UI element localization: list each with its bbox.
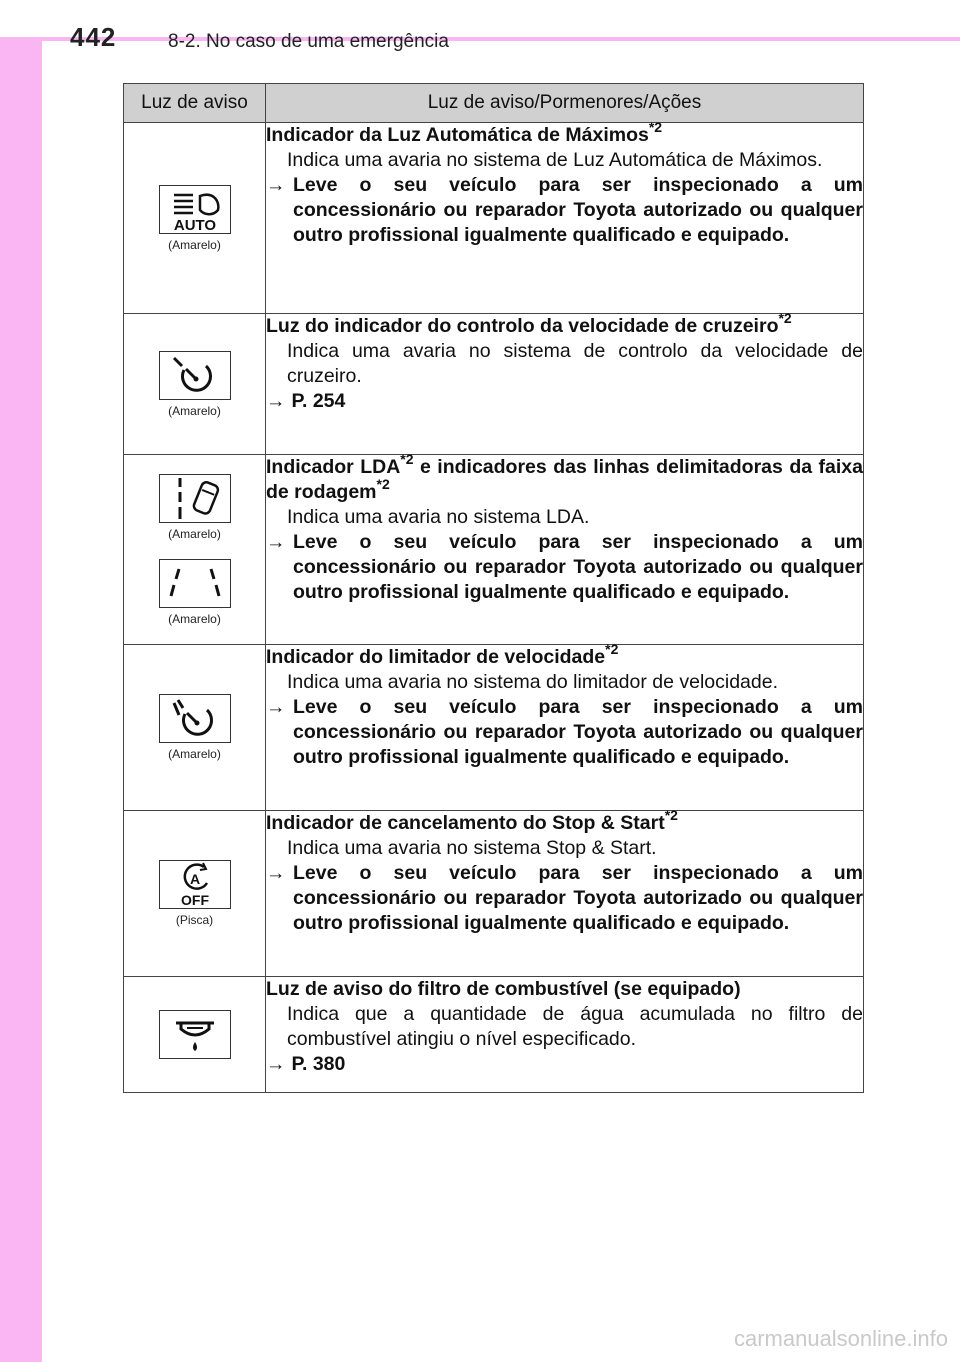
arrow-icon: → [266,862,286,884]
details-cell [266,309,864,455]
row-description: Indica uma avaria no sistema Stop & Start. [287,837,657,859]
header-rule [0,37,960,41]
details-cell [266,977,864,1093]
row-description: Indica que a quantidade de água acumulada no filtro de combustível atingiu o nível especificado. [287,1003,863,1050]
icon-label: (Pisca) [175,913,214,927]
footnote-mark: *2 [605,640,619,657]
svg-text:A: A [189,871,200,887]
icon-label: (Amarelo) [168,747,221,761]
row-action: → Leve o seu veículo para ser inspecionado a um concessionário ou reparador Toyota autorizado ou qualquer outro profissional igualmente qualificado e equipado. [266,174,863,246]
lane-lines-icon [159,559,231,608]
stop-start-off-icon [159,860,231,909]
footnote-mark: *2 [778,309,792,326]
arrow-icon: → [266,696,286,718]
row-action: → Leve o seu veículo para ser inspecionado a um concessionário ou reparador Toyota autorizado ou qualquer outro profissional igualmente qualificado e equipado. [266,862,863,934]
table-row [124,645,864,811]
details-cell [266,640,864,811]
warning-lights-table [123,83,864,1093]
footnote-mark: *2 [664,806,678,823]
icon-cell [124,811,266,977]
svg-text:AUTO: AUTO [173,216,216,233]
details-cell [266,450,864,645]
icon-label: (Amarelo) [168,403,221,418]
icon-cell [124,977,266,1093]
row-title: Indicador de cancelamento do Stop & Start$^{*2}$ [266,806,678,834]
page-number: 442 [70,22,117,52]
table-row [124,977,864,1093]
footnote-mark: *2 [648,118,663,135]
arrow-icon: → [266,174,286,196]
cruise-control-icon [159,351,231,400]
footnote-mark: *2 [376,475,390,492]
row-title: Indicador da Luz Automática de Máximos$^{*2}$ [266,118,663,146]
footnote-mark: *2 [400,450,414,467]
icon-cell [124,123,266,314]
section-title: 8-2. No caso de uma emergência [168,31,449,52]
row-action: → Leve o seu veículo para ser inspecionado a um concessionário ou reparador Toyota autorizado ou qualquer outro profissional igualmente qualificado e equipado. [266,531,863,603]
icon-cell [124,645,266,811]
details-cell [266,806,864,977]
auto-high-beam-icon [159,185,231,234]
row-description: Indica uma avaria no sistema do limitador de velocidade. [287,671,779,693]
icon-cell [124,314,266,455]
page-reference: → P. 380 [266,1053,346,1075]
svg-text:OFF: OFF [180,892,209,908]
row-title: Luz de aviso do filtro de combustível (se equipado) [266,978,741,1000]
icon-label: (Amarelo) [168,611,221,626]
row-description: Indica uma avaria no sistema de Luz Automática de Máximos. [287,149,823,171]
fuel-filter-icon [159,1010,231,1059]
page-reference: → P. 254 [266,390,346,412]
table-row [124,123,864,314]
arrow-icon: → [266,531,286,553]
icon-label: (Amarelo) [168,526,221,541]
row-action: → Leve o seu veículo para ser inspecionado a um concessionário ou reparador Toyota autorizado ou qualquer outro profissional igualmente qualificado e equipado. [266,696,863,768]
row-title: Luz do indicador do controlo da velocidade de cruzeiro$^{*2}$ [266,309,792,337]
col-header-warning-light: Luz de aviso [124,84,266,123]
lane-departure-icon [159,474,231,523]
details-cell [266,118,864,314]
watermark: carmanualsonline.info [733,1326,948,1351]
table-row [124,314,864,455]
speed-limiter-icon [159,694,231,743]
col-header-details: Luz de aviso/Pormenores/Ações [266,84,864,123]
header-band [0,0,960,37]
row-title: Indicador do limitador de velocidade$^{*2}$ [266,640,619,668]
arrow-icon: → [266,390,286,412]
row-title: Indicador LDA$^{*2}$ e indicadores das linhas delimitadoras da faixa de rodagem$^{*2}$ [266,450,863,503]
table-row [124,455,864,645]
row-description: Indica uma avaria no sistema de controlo da velocidade de cruzeiro. [287,340,863,387]
icon-label: (Amarelo) [168,237,221,252]
table-row [124,811,864,977]
row-description: Indica uma avaria no sistema LDA. [287,506,590,528]
icon-cell [124,455,266,645]
arrow-icon: → [266,1053,286,1075]
side-accent-band [0,0,42,1362]
table-header-row [124,84,864,123]
